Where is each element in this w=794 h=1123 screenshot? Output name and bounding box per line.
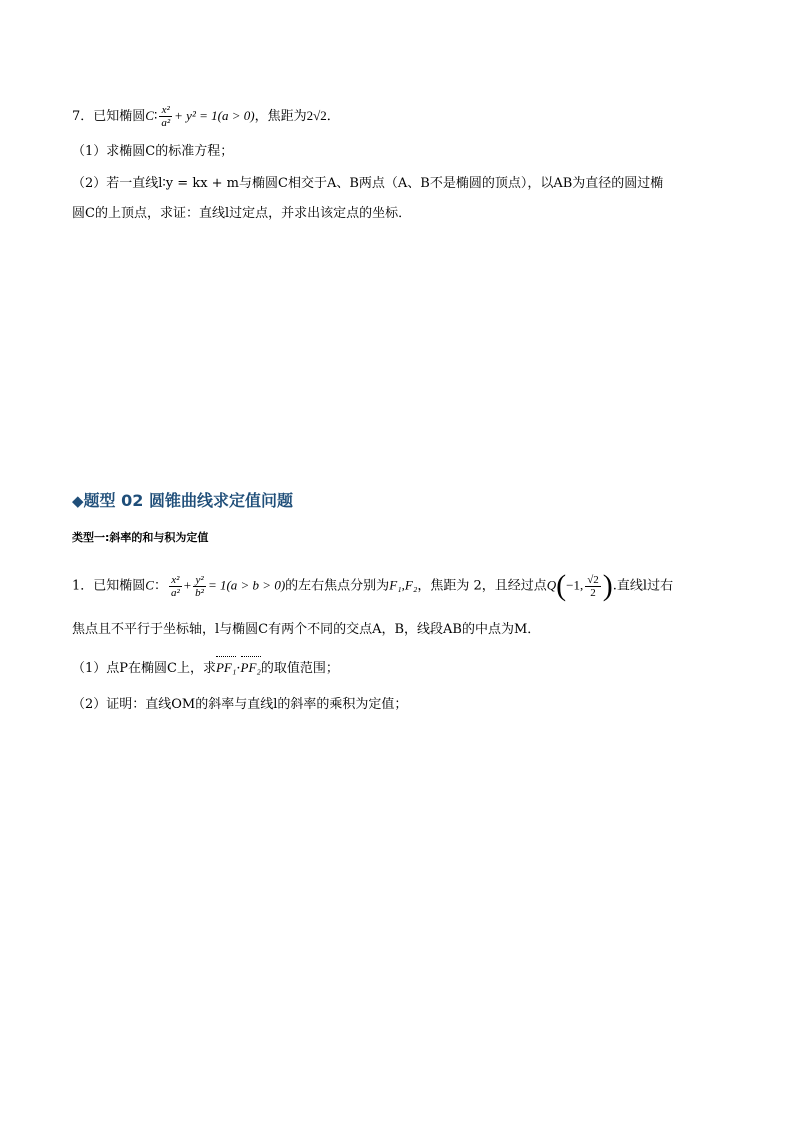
q7-part2-line1: （2）若一直线l∶y = kx + m与椭圆C相交于A、B两点（A、B不是椭圆的顶点），以AB为直径的圆过椭 <box>72 176 664 191</box>
q1-frac1-den: a² <box>170 586 180 599</box>
q1-vector-pf2: PF₂ <box>241 658 261 678</box>
q1-point-y <box>585 574 601 599</box>
q7-fraction <box>159 104 172 129</box>
q1-stem <box>72 571 673 601</box>
q1-right-paren: ) <box>602 569 613 602</box>
q1-left-paren: ( <box>556 569 567 602</box>
q1-plus: + <box>183 577 192 593</box>
q7-eq-rest: + y² = 1 <box>174 108 218 123</box>
diamond-icon: ◆ <box>72 492 84 510</box>
q1-curve-name: C <box>145 577 154 593</box>
q1-text-c: .直线l过右 <box>612 578 674 594</box>
q1-part1 <box>72 658 339 679</box>
q1-part1-a: （1）点P在椭圆C上，求 <box>72 661 216 676</box>
q7-frac-den: a² <box>161 117 171 129</box>
q1-point-x: −1, <box>566 577 584 593</box>
q7-colon: ∶ <box>153 109 158 124</box>
q1-text-b: ，焦距为 2，且经过点 <box>417 578 547 594</box>
q7-curve-name: C <box>145 108 154 123</box>
q7-focal-text: ，焦距为 <box>254 109 307 124</box>
q1-text-a: 的左右焦点分别为 <box>285 578 390 594</box>
q1-line2: 焦点且不平行于坐标轴，l与椭圆C有两个不同的交点A，B，线段AB的中点为M． <box>72 622 541 637</box>
section-heading <box>72 488 293 511</box>
q1-prefix: 1．已知椭圆 <box>72 578 146 594</box>
q1-point-y-den: 2 <box>590 586 596 599</box>
subtype-heading: 类型一:斜率的和与积为定值 <box>72 531 209 544</box>
q1-part1-b: 的取值范围； <box>260 661 339 676</box>
q7-prefix: 7．已知椭圆 <box>72 109 146 124</box>
q1-frac1-num: x² <box>169 574 182 587</box>
q1-fraction-x <box>169 574 182 599</box>
section-title-text: 题型 02 圆锥曲线求定值问题 <box>83 491 293 510</box>
q1-eq-rest: = 1(a > b > 0) <box>207 577 286 593</box>
q1-dot: · <box>236 661 241 676</box>
q1-point-name: Q <box>546 577 557 593</box>
q1-fraction-y <box>193 574 206 599</box>
q1-frac2-den: b² <box>195 586 204 599</box>
q1-point-y-num: √2 <box>587 573 599 586</box>
q1-foci: F₁,F₂ <box>389 577 418 593</box>
q1-part2: （2）证明：直线OM的斜率与直线l的斜率的乘积为定值； <box>72 697 408 712</box>
q7-part2-line2: 圆C的上顶点，求证：直线l过定点，并求出该定点的坐标． <box>72 206 412 221</box>
q1-vector-pf1: PF₁ <box>216 658 236 678</box>
q7-end: ． <box>326 109 340 124</box>
q1-frac2-num: y² <box>193 574 206 587</box>
q1-colon: ： <box>153 578 167 594</box>
q7-stem <box>72 104 340 129</box>
q7-part1: （1）求椭圆C的标准方程； <box>72 144 234 159</box>
q7-focal-value: 2√2 <box>306 108 327 123</box>
q7-frac-num: x² <box>159 104 172 117</box>
q7-condition: (a > 0) <box>217 108 255 123</box>
